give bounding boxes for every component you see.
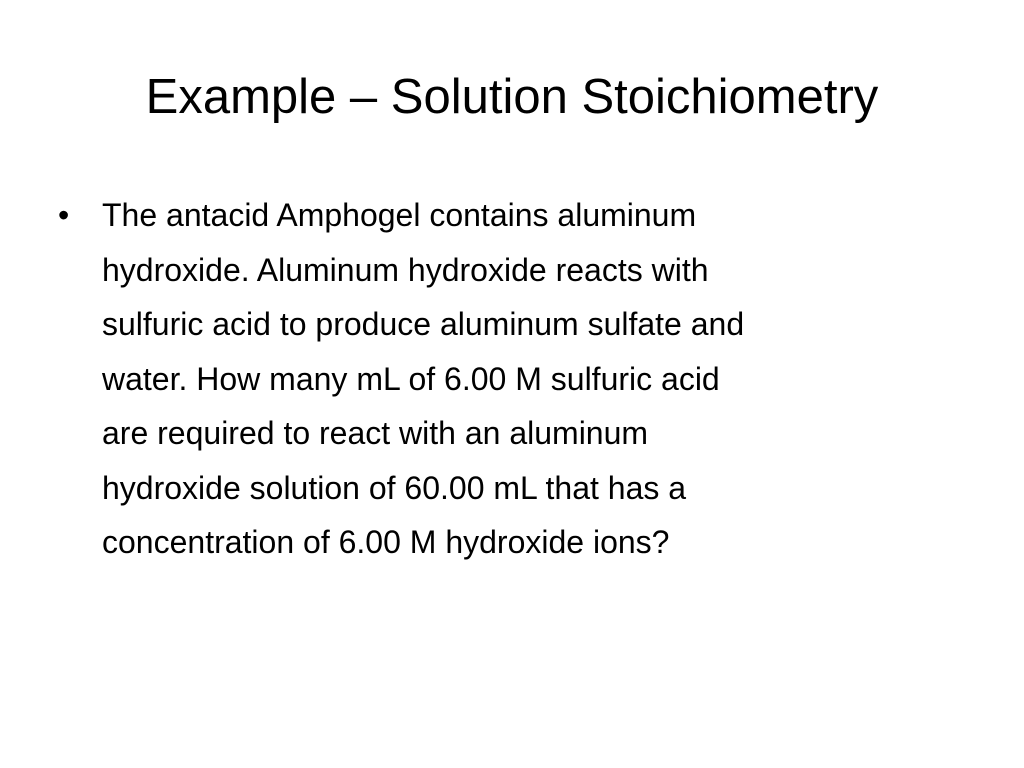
body-line-7: concentration of 6.00 M hydroxide ions? bbox=[102, 524, 670, 560]
body-line-4: water. How many mL of 6.00 M sulfuric acid bbox=[102, 360, 720, 397]
bullet-text bbox=[102, 188, 978, 570]
body-line-2: hydroxide. Aluminum hydroxide reacts with bbox=[102, 251, 709, 288]
bullet-list bbox=[58, 188, 978, 570]
body-line-3: sulfuric acid to produce aluminum sulfate and bbox=[102, 306, 745, 342]
bullet-icon: • bbox=[58, 197, 70, 233]
body-line-5: are required to react with an aluminum bbox=[102, 415, 649, 451]
body-line-1: The antacid Amphogel contains aluminum bbox=[102, 197, 697, 233]
body-line-6: hydroxide solution of 60.00 mL that has a bbox=[102, 469, 687, 506]
slide-title: Example – Solution Stoichiometry bbox=[145, 70, 879, 124]
bullet-item bbox=[58, 188, 978, 570]
